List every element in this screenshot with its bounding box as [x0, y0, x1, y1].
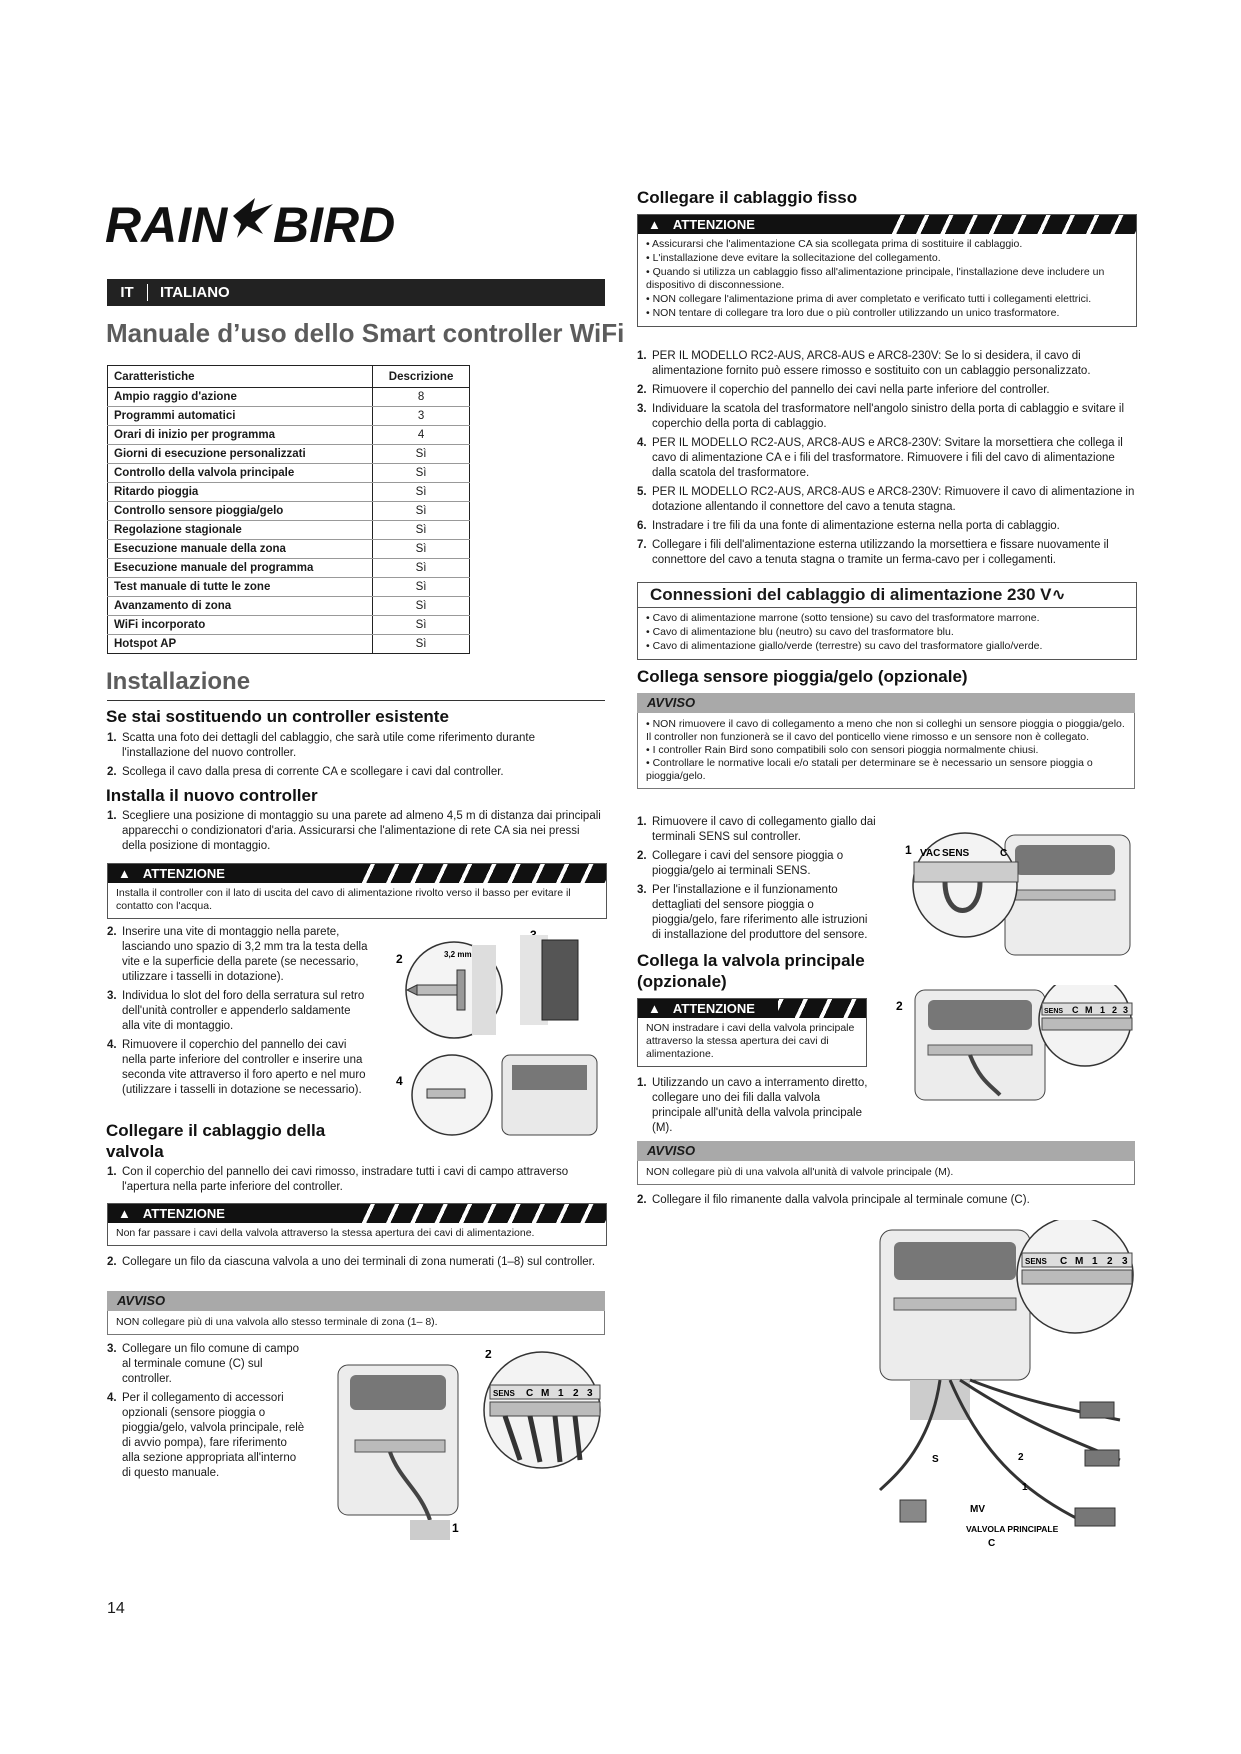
install-new-step1	[107, 809, 605, 858]
list-item: 4. PER IL MODELLO RC2-AUS, ARC8-AUS e ARC8-230V: Svitare la morsettiera che collega il cavo di alimentazione CA e i fili del trasformatore. Rimuovere i fili del cavo di alimentazione dalla scatola del trasformatore.	[637, 437, 1123, 479]
avviso-list	[637, 713, 1135, 789]
svg-text:C: C	[1000, 848, 1008, 859]
svg-text:3: 3	[1123, 1005, 1129, 1015]
table-row	[108, 464, 470, 483]
list-item: 1. Utilizzando un cavo a interramento diretto, collegare uno dei fili dalla valvola principale all'unità della valvola principale (M).	[637, 1077, 868, 1134]
avviso-box-master	[637, 1141, 1135, 1185]
replace-heading: Se stai sostituendo un controller esistente	[106, 707, 449, 726]
svg-text:4: 4	[396, 1074, 403, 1088]
list-item: 2. Collegare il filo rimanente dalla valvola principale al terminale comune (C).	[637, 1194, 1030, 1206]
svg-text:3: 3	[587, 1388, 593, 1399]
list-item: 2. Collegare un filo da ciascuna valvola a uno dei terminali di zona numerati (1–8) sul controller.	[107, 1256, 596, 1268]
list-item: 2. Inserire una vite di montaggio nella parete, lasciando uno spazio di 3,2 mm tra la testa della vite e la superficie della parete (se necessario, utilizzare i tasselli in dotazione).	[107, 926, 368, 983]
bird-icon	[233, 198, 273, 238]
svg-text:1: 1	[1022, 1482, 1028, 1493]
section-rule	[107, 700, 605, 701]
warning-box-master	[637, 998, 867, 1067]
svg-text:M: M	[1075, 1256, 1084, 1267]
warning-icon: ▲	[648, 217, 661, 232]
spec-feature: WiFi incorporato	[108, 616, 373, 635]
valve-icon	[1085, 1450, 1119, 1466]
list-item: 1. Scegliere una posizione di montaggio su una parete ad almeno 4,5 m di distanza dai principali apparecchi o condizionatori d'aria. Assicurarsi che l'alimentazione di rete CA sia nei pressi della posizione di montaggio.	[107, 810, 601, 852]
list-item: 5. PER IL MODELLO RC2-AUS, ARC8-AUS e ARC8-230V: Rimuovere il cavo di alimentazione in dotazione allentando il connettore del cavo a tenuta stagna.	[637, 486, 1135, 513]
list-item: 3. Individua lo slot del foro della serratura sul retro dell'unità controller e appenderlo saldamente alla vite di montaggio.	[107, 990, 365, 1032]
avviso-header: AVVISO	[107, 1291, 605, 1311]
spec-value: Sì	[373, 445, 470, 464]
table-row	[108, 521, 470, 540]
svg-text:SENS: SENS	[942, 848, 970, 859]
svg-text:1: 1	[452, 1521, 459, 1535]
warning-icon: ▲	[118, 866, 131, 881]
list-item: 2. Rimuovere il coperchio del pannello dei cavi nella parte inferiore del controller.	[637, 384, 1050, 396]
list-item: 2. Scollega il cavo dalla presa di corrente CA e scollegare i cavi dal controller.	[107, 766, 504, 778]
list-item: 6. Instradare i tre fili da una fonte di alimentazione esterna nella porta di cablaggio.	[637, 520, 1060, 532]
spec-feature: Programmi automatici	[108, 407, 373, 426]
list-item: 3. Individuare la scatola del trasformatore nell'angolo sinistro della porta di cablaggio e svitare il coperchio della porta di cablaggio.	[637, 403, 1125, 430]
spec-feature: Test manuale di tutte le zone	[108, 578, 373, 597]
rain-sensor-figure	[900, 830, 1140, 970]
table-row	[108, 483, 470, 502]
page-number: 14	[107, 1600, 125, 1617]
spec-value: Sì	[373, 616, 470, 635]
list-item: 4. Per il collegamento di accessori opzionali (sensore pioggia o pioggia/gelo, valvola principale, relè di avvio pompa), fare riferimento alla sezione appropriata all'interno di questo manuale.	[107, 1392, 305, 1479]
svg-text:S: S	[932, 1454, 939, 1465]
table-row	[108, 388, 470, 407]
table-row	[108, 635, 470, 654]
mounting-figure	[392, 925, 612, 1140]
table-row	[108, 559, 470, 578]
svg-text:VALVOLA PRINCIPALE: VALVOLA PRINCIPALE	[966, 1524, 1059, 1534]
installazione-heading: Installazione	[106, 668, 251, 695]
fixed-wiring-steps	[637, 349, 1135, 572]
spec-header-description: Descrizione	[373, 366, 470, 388]
list-item: 3. Collegare un filo comune di campo al terminale comune (C) sul controller.	[107, 1343, 300, 1385]
rain-sensor-steps	[637, 815, 879, 947]
list-item: 4. Rimuovere il coperchio del pannello dei cavi nella parte inferiore del controller e inserire una seconda vite attraverso il foro aperto e nel muro (utilizzare i tasselli in dotazione se necessario).	[107, 1039, 366, 1096]
svg-text:SENS: SENS	[493, 1389, 515, 1398]
avviso-text: NON collegare più di una valvola all'unità di valvole principale (M).	[637, 1161, 1135, 1185]
spec-feature: Orari di inizio per programma	[108, 426, 373, 445]
table-row	[108, 445, 470, 464]
svg-text:VAC: VAC	[920, 848, 941, 859]
svg-text:2: 2	[1107, 1256, 1113, 1267]
svg-text:1: 1	[1092, 1256, 1098, 1267]
spec-table	[107, 365, 470, 654]
list-item: • I controller Rain Bird sono compatibili solo con sensori pioggia normalmente chiusi.	[646, 744, 1039, 756]
table-row	[108, 502, 470, 521]
table-row	[108, 578, 470, 597]
warning-text: Non far passare i cavi della valvola attraverso la stessa apertura dei cavi di alimentazione.	[116, 1227, 535, 1239]
rain-bird-logo	[105, 190, 405, 250]
svg-text:2: 2	[1018, 1452, 1024, 1463]
svg-text:SENS: SENS	[1025, 1257, 1047, 1266]
valve-wiring-figure	[330, 1350, 605, 1540]
list-item: 1. Scatta una foto dei dettagli del cablaggio, che sarà utile come riferimento durante l'installazione del nuovo controller.	[107, 732, 535, 759]
spec-value: Sì	[373, 597, 470, 616]
warning-icon: ▲	[118, 1206, 131, 1221]
master-valve-figure	[890, 985, 1135, 1125]
warning-box-install	[107, 863, 607, 919]
master-valve-heading: Collega la valvola principale (opzionale)	[637, 951, 865, 991]
fixed-wiring-heading: Collegare il cablaggio fisso	[637, 188, 858, 207]
connections-230-heading: Connessioni del cablaggio di alimentazione 230 V∿	[638, 583, 1136, 608]
master-valve-step1	[637, 1076, 872, 1140]
svg-text:1: 1	[558, 1388, 564, 1399]
spec-value: 4	[373, 426, 470, 445]
list-item: • NON collegare l'alimentazione prima di aver completato e verificato tutti i collegamenti elettrici.	[646, 293, 1092, 305]
warning-box-valve	[107, 1203, 607, 1246]
page-title: Manuale d’uso dello Smart controller WiFi	[106, 318, 625, 348]
spec-value: 3	[373, 407, 470, 426]
spec-feature: Avanzamento di zona	[108, 597, 373, 616]
spec-feature: Esecuzione manuale del programma	[108, 559, 373, 578]
table-row	[108, 616, 470, 635]
list-item: • Assicurarsi che l'alimentazione CA sia scollegata prima di sostituire il cablaggio.	[646, 238, 1023, 250]
svg-text:MV: MV	[970, 1504, 985, 1515]
svg-text:SENS: SENS	[1044, 1008, 1064, 1015]
spec-value: 8	[373, 388, 470, 407]
warning-icon: ▲	[648, 1001, 661, 1016]
language-code: IT	[107, 284, 148, 301]
list-item: • NON tentare di collegare tra loro due o più controller utilizzando un unico trasformatore.	[646, 307, 1060, 319]
list-item: 1. PER IL MODELLO RC2-AUS, ARC8-AUS e ARC8-230V: Se lo si desidera, il cavo di alimentazione fornito può essere rimosso e sostituito con un cablaggio personalizzato.	[637, 350, 1091, 377]
connections-list	[638, 608, 1136, 659]
language-name: ITALIANO	[160, 284, 230, 301]
master-valve-wiring-figure	[870, 1220, 1140, 1550]
spec-feature: Ritardo pioggia	[108, 483, 373, 502]
spec-value: Sì	[373, 521, 470, 540]
spec-feature: Ampio raggio d'azione	[108, 388, 373, 407]
spec-value: Sì	[373, 635, 470, 654]
svg-text:2: 2	[573, 1388, 579, 1399]
list-item: • NON rimuovere il cavo di collegamento a meno che non si colleghi un sensore pioggia o pioggia/gelo. Il controller non funzionerà se il cavo del ponticello viene rimosso e un sensore non è collegato.	[646, 718, 1125, 743]
list-item: 3. Per l'installazione e il funzionamento dettagliati del sensore pioggia o pioggia/gelo, fare riferimento alle istruzioni di installazione del produttore del sensore.	[637, 884, 868, 941]
svg-text:2: 2	[485, 1350, 492, 1361]
valve-icon	[1080, 1402, 1114, 1418]
spec-value: Sì	[373, 483, 470, 502]
svg-text:2: 2	[1112, 1005, 1118, 1015]
svg-text:C: C	[526, 1388, 534, 1399]
valve-wiring-steps	[107, 1342, 307, 1485]
spec-feature: Giorni di esecuzione personalizzati	[108, 445, 373, 464]
list-item: 2. Collegare i cavi del sensore pioggia o pioggia/gelo ai terminali SENS.	[637, 850, 844, 877]
warning-header: ▲ ATTENZIONE	[638, 999, 866, 1018]
table-row	[108, 407, 470, 426]
svg-text:1: 1	[1100, 1005, 1106, 1015]
spec-value: Sì	[373, 502, 470, 521]
language-bar	[107, 279, 605, 306]
avviso-header: AVVISO	[637, 693, 1135, 713]
spec-value: Sì	[373, 559, 470, 578]
svg-text:M: M	[541, 1388, 550, 1399]
valve-wiring-heading: Collegare il cablaggio della valvola	[106, 1121, 326, 1161]
warning-header: ▲ ATTENZIONE	[638, 215, 1136, 234]
master-valve-step2	[637, 1193, 1135, 1212]
list-item: • Cavo di alimentazione marrone (sotto tensione) su cavo del trasformatore marrone.	[646, 612, 1040, 624]
table-row	[108, 597, 470, 616]
svg-text:M: M	[1085, 1005, 1093, 1015]
svg-text:C: C	[1072, 1005, 1079, 1015]
spec-header-feature: Caratteristiche	[108, 366, 373, 388]
svg-text:C: C	[988, 1538, 996, 1549]
list-item: • Quando si utilizza un cablaggio fisso all'alimentazione principale, l'installazione deve includere un dispositivo di disconnessione.	[646, 266, 1105, 291]
warning-header: ▲ ATTENZIONE	[108, 1204, 606, 1223]
fig-label: 2	[396, 952, 403, 966]
rain-sensor-heading: Collega sensore pioggia/gelo (opzionale)	[637, 667, 968, 686]
spec-value: Sì	[373, 540, 470, 559]
avviso-text: NON collegare più di una valvola allo stesso terminale di zona (1– 8).	[107, 1311, 605, 1335]
svg-text:1: 1	[905, 843, 912, 857]
list-item: 1. Rimuovere il cavo di collegamento giallo dai terminali SENS sul controller.	[637, 816, 876, 843]
list-item: 1. Con il coperchio del pannello dei cavi rimosso, instradare tutti i cavi di campo attraverso l'apertura nella parte inferiore del controller.	[107, 1166, 569, 1193]
avviso-header: AVVISO	[637, 1141, 1135, 1161]
connections-230-box	[637, 582, 1137, 660]
warning-text: Installa il controller con il lato di uscita del cavo di alimentazione rivolto verso il basso per evitare il contatto con l'acqua.	[116, 887, 571, 912]
svg-text:C: C	[1060, 1256, 1068, 1267]
screw-icon	[417, 985, 457, 995]
valve-wiring-step1	[107, 1165, 605, 1199]
warning-header: ▲ ATTENZIONE	[108, 864, 606, 883]
warning-list	[638, 234, 1136, 326]
svg-text:2: 2	[896, 999, 903, 1013]
warning-box-fixed	[637, 214, 1137, 327]
avviso-box-sensor	[637, 693, 1135, 789]
warning-text: NON instradare i cavi della valvola principale attraverso la stessa apertura dei cavi di alimentazione.	[646, 1022, 855, 1060]
spec-feature: Regolazione stagionale	[108, 521, 373, 540]
list-item: • Cavo di alimentazione blu (neutro) su cavo del trasformatore blu.	[646, 626, 954, 638]
replace-steps	[107, 731, 605, 784]
logo-text-bird: BIRD	[273, 197, 396, 250]
spec-feature: Controllo sensore pioggia/gelo	[108, 502, 373, 521]
list-item: 7. Collegare i fili dell'alimentazione esterna utilizzando la morsettiera e fissare nuovamente il connettore del cavo a tenuta stagna o tramite un ferma-cavo per i collegamenti.	[637, 539, 1109, 566]
install-new-heading: Installa il nuovo controller	[106, 786, 318, 805]
spec-feature: Esecuzione manuale della zona	[108, 540, 373, 559]
svg-text:3: 3	[1122, 1256, 1128, 1267]
valve-icon	[900, 1500, 926, 1522]
avviso-box-valve	[107, 1291, 605, 1335]
install-new-steps	[107, 925, 369, 1102]
spec-feature: Hotspot AP	[108, 635, 373, 654]
list-item: • Controllare le normative locali e/o statali per determinare se è necessario un sensore pioggia o pioggia/gelo.	[646, 757, 1093, 782]
table-row	[108, 540, 470, 559]
spec-value: Sì	[373, 464, 470, 483]
spec-value: Sì	[373, 578, 470, 597]
controller-side-icon	[542, 940, 578, 1020]
list-item: • L'installazione deve evitare la sollecitazione del collegamento.	[646, 252, 941, 264]
svg-text:3,2 mm: 3,2 mm	[444, 950, 472, 959]
valve-icon	[1075, 1508, 1115, 1526]
list-item: • Cavo di alimentazione giallo/verde (terrestre) su cavo del trasformatore giallo/verde.	[646, 640, 1043, 652]
spec-feature: Controllo della valvola principale	[108, 464, 373, 483]
logo-text-rain: RAIN	[105, 197, 228, 250]
table-row	[108, 426, 470, 445]
valve-wiring-step2	[107, 1255, 605, 1274]
